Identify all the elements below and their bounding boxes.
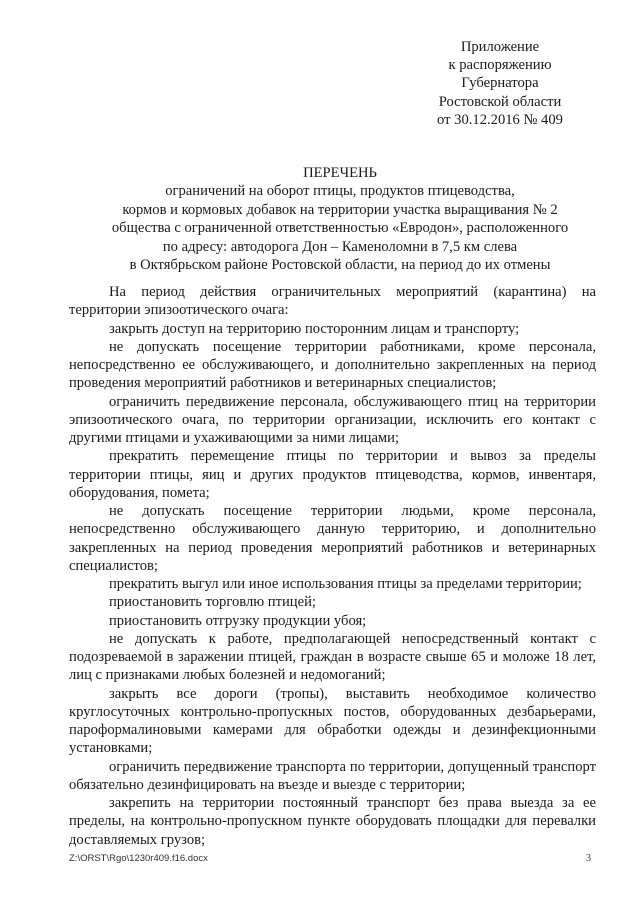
footer-file-path: Z:\ORST\Rgo\1230r409.f16.docx	[69, 853, 208, 864]
document-body	[69, 283, 596, 849]
title-line: кормов и кормовых добавок на территории участка выращивания № 2	[122, 201, 558, 218]
body-paragraph: приостановить отгрузку продукции убоя;	[109, 612, 367, 629]
title-line: общества с ограниченной ответственностью «Евродон», расположенного	[111, 220, 569, 237]
body-paragraph: приостановить торговлю птицей;	[109, 594, 316, 611]
footer-page-number: 3	[586, 853, 591, 864]
title-line: в Октябрьском районе Ростовской области, на период до их отмены	[129, 257, 551, 274]
appendix-line: Губернатора	[461, 75, 539, 92]
body-paragraph: прекратить выгул или иное использования птицы за пределами территории;	[109, 576, 582, 592]
appendix-line: к распоряжению	[448, 57, 552, 74]
body-paragraph: закрепить на территории постоянный транспорт без права выезда за ее пределы, на контрольно-пропускном пункте оборудовать площадки для перевалки доставляемых грузов;	[69, 795, 596, 848]
title-heading: ПЕРЕЧЕНЬ	[303, 165, 377, 181]
body-paragraph: не допускать посещение территории людьми, кроме персонала, непосредственно обслуживающего данную территорию, и дополнительно закрепленных на период проведения мероприятий работников и ветеринарных специалистов;	[69, 503, 596, 574]
body-paragraph: закрыть доступ на территорию посторонним лицам и транспорту;	[109, 320, 520, 337]
body-paragraph: не допускать посещение территории работниками, кроме персонала, непосредственно ее обслуживающего, и дополнительно закрепленных на период проведения мероприятий работников и ветеринарных специалистов;	[69, 338, 596, 392]
body-paragraph: прекратить перемещение птицы по территории и вывоз за пределы территории птицы, яиц и других продуктов птицеводства, кормов, инвентаря, оборудования, помета;	[69, 448, 596, 501]
title-line: ограничений на оборот птицы, продуктов птицеводства,	[165, 183, 515, 200]
body-paragraph: ограничить передвижение транспорта по территории, допущенный транспорт обязательно дезинфицировать на въезде и выезде с территории;	[69, 758, 596, 793]
appendix-line: Ростовской области	[438, 93, 562, 110]
document-title	[60, 164, 620, 274]
appendix-line: Приложение	[460, 39, 540, 55]
body-paragraph: На период действия ограничительных мероприятий (карантина) на территории эпизоотического очага:	[69, 284, 596, 319]
body-paragraph: закрыть все дороги (тропы), выставить необходимое количество круглосуточных контрольно-пропускных постов, оборудованных дезбарьерами, пароформалиновыми камерами для обработки одежды и дезинфекционными установками;	[69, 685, 596, 757]
appendix-line: от 30.12.2016 № 409	[437, 111, 563, 128]
body-paragraph: ограничить передвижение персонала, обслуживающего птиц на территории эпизоотического очага, по территории организации, исключить его контакт с другими птицами и ухаживающими за ними лицами;	[69, 393, 596, 446]
title-line: по адресу: автодорога Дон – Каменоломни в 7,5 км слева	[162, 238, 518, 255]
appendix-header	[430, 38, 570, 129]
body-paragraph: не допускать к работе, предполагающей непосредственный контакт с подозреваемой в заражении птицей, граждан в возрасте свыше 65 и моложе 18 лет, лиц с признаками любых болезней и недомоганий;	[69, 630, 596, 684]
